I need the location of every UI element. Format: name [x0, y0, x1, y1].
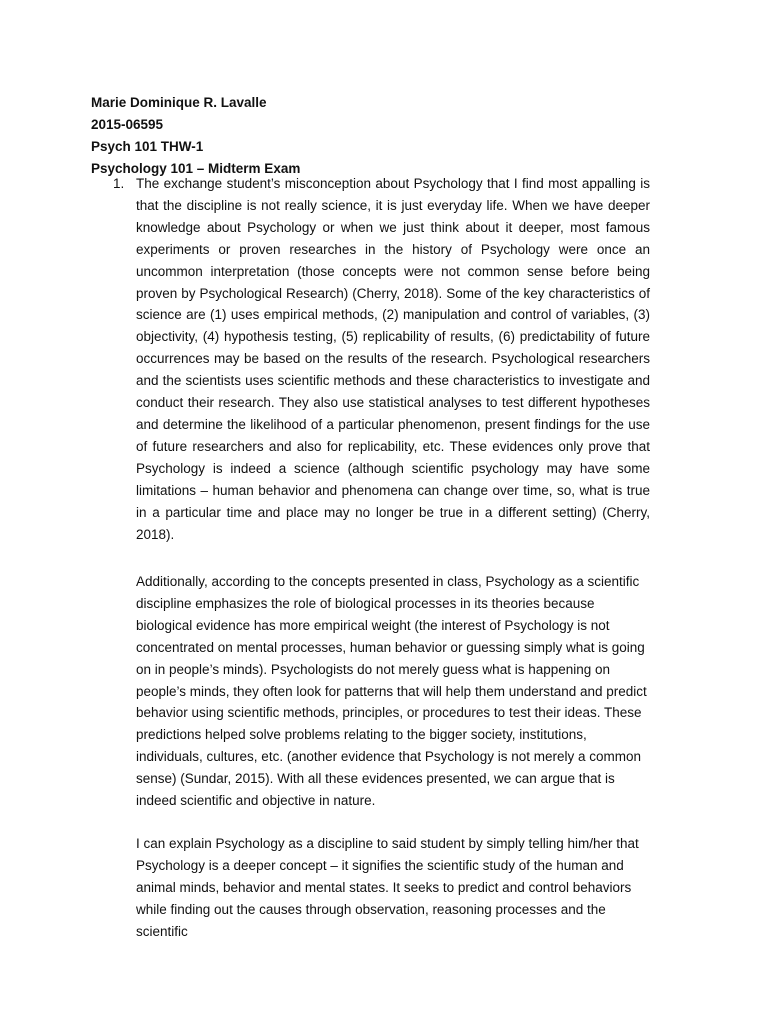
- student-id: 2015-06595: [91, 117, 164, 132]
- paragraph-1: The exchange student’s misconception about Psychology that I find most appalling is that the discipline is not really science, it is just everyday life. When we have deeper knowledge about Psychology or when we just think about it deeper, most famous experiments or proven researches in the history of Psychology were once an uncommon interpretation (those concepts were not common sense before being proven by Psychological Research) (Cherry, 2018). Some of the key characteristics of science are (1) uses empirical methods, (2) manipulation and control of variables, (3) objectivity, (4) hypothesis testing, (5) replicability of results, (6) predictability of future occurrences may be based on the results of the research. Psychological researchers and the scientists uses scientific methods and these characteristics to investigate and conduct their research. They also use statistical analyses to test different hypotheses and determine the likelihood of a particular phenomenon, present findings for the use of future researchers and also for replicability, etc. These evidences only prove that Psychology is indeed a science (although scientific psychology may have some limitations – human behavior and phenomena can change over time, so, what is true in a particular time and place may no longer be true in a different setting) (Cherry, 2018).: [136, 176, 650, 542]
- paragraph-3: I can explain Psychology as a discipline to said student by simply telling him/her that Psychology is a deeper concept – it signifies the scientific study of the human and animal minds, behavior and mental states. It seeks to predict and control behaviors while finding out the causes through observation, reasoning processes and the scientific: [136, 836, 639, 939]
- document-header: [91, 92, 300, 180]
- author-name: Marie Dominique R. Lavalle: [91, 95, 267, 110]
- paragraph-2: Additionally, according to the concepts presented in class, Psychology as a scientific discipline emphasizes the role of biological processes in its theories because biological evidence has more empirical weight (the interest of Psychology is not concentrated on mental processes, human behavior or guessing simply what is going on in people’s minds). Psychologists do not merely guess what is happening on people’s minds, they often look for patterns that will help them understand and predict behavior using scientific methods, principles, or procedures to test their ideas. These predictions helped solve problems relating to the bigger society, institutions, individuals, cultures, etc. (another evidence that Psychology is not merely a common sense) (Sundar, 2015). With all these evidences presented, we can argue that is indeed scientific and objective in nature.: [136, 574, 647, 809]
- course-section: Psych 101 THW-1: [91, 139, 204, 154]
- list-number: 1.: [113, 176, 125, 191]
- exam-title: Psychology 101 – Midterm Exam: [91, 161, 301, 176]
